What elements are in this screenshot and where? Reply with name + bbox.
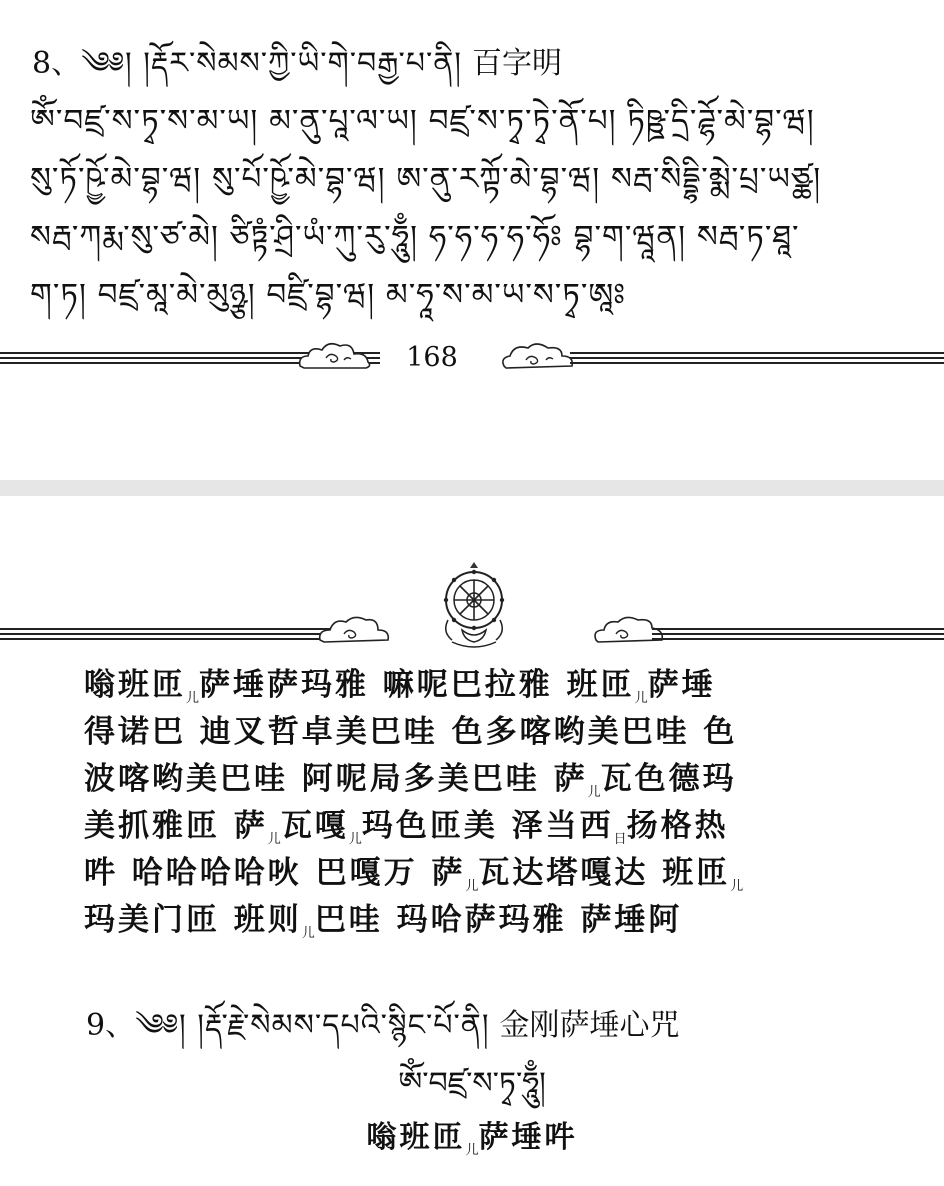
text-segment: 得诺巴 迪叉哲卓美巴哇 色多喀哟美巴哇 色 — [84, 714, 738, 750]
tibetan-line: སརྦ་ཀརྨ་སུ་ཙ་མེ། ཙིཏྟཾ་ཤྲི་ཡཾ་ཀུ་རུ་ཧཱུྃ། ཧ་ཧ་ཧ་ཧ་ཧོཿ བྷ་ག་ཝཱན། སརྦ་ཏ་ཐཱ་ — [30, 219, 800, 255]
text-segment: 嗡班匝 — [366, 1120, 466, 1155]
tibetan-line: ཨོཾ་བཛྲ་ས་ཏྭ་ས་མ་ཡ། མ་ནུ་པཱ་ལ་ཡ། བཛྲ་ས་ཏྭ་ཏྭེ་ནོ་པ། ཏིཥྛ་དྲི་ཌྷོ་མེ་བྷ་ཝ། — [30, 103, 815, 139]
heart-mantra-tibetan: ཨོཾ་བཛྲ་ས་ཏྭ་ཧཱུྃ། — [398, 1066, 546, 1101]
text-segment: 瓦嘎 — [280, 808, 349, 844]
header-rule-right — [652, 626, 944, 644]
footer-rule-right — [570, 350, 944, 368]
top-page — [0, 0, 944, 480]
chinese-line — [84, 756, 894, 803]
cloud-ornament-icon — [496, 338, 576, 372]
subscript-mark: 儿 — [186, 691, 200, 707]
text-segment: 玛美门匝 班则 — [84, 902, 302, 938]
subscript-mark: 儿 — [348, 832, 362, 848]
chinese-line — [84, 662, 894, 709]
text-segment: 萨埵萨玛雅 嘛呢巴拉雅 班匝 — [199, 667, 635, 703]
header-rule-left — [0, 626, 330, 644]
text-segment: 嗡班匝 — [84, 667, 186, 703]
chinese-transliteration-block — [84, 662, 894, 944]
subscript-mark: 儿 — [465, 1143, 479, 1158]
text-segment: 美抓雅匝 萨 — [84, 808, 268, 844]
section-9-heading — [86, 1006, 679, 1046]
cloud-ornament-icon — [316, 612, 392, 644]
text-segment: 瓦色德玛 — [600, 761, 737, 797]
text-segment: 萨埵 — [647, 667, 716, 703]
section-number: 9、 — [86, 1008, 136, 1043]
text-segment: 萨埵吽 — [478, 1120, 578, 1155]
text-segment: 玛色匝美 泽当西 — [361, 808, 614, 844]
subscript-mark: 儿 — [587, 785, 601, 801]
text-segment: 扬格热 — [626, 808, 729, 844]
tibetan-line: ག་ཏ། བཛྲ་མཱ་མེ་མུཉྩ། བཛྲི་བྷ་ཝ། མ་ཧཱ་ས་མ་ཡ་ས་ཏྭ་ཨཱཿ — [30, 277, 626, 313]
subscript-mark: 儿 — [465, 879, 479, 895]
section-8-heading — [32, 44, 562, 84]
chinese-line — [84, 803, 894, 850]
text-segment: 巴哇 玛哈萨玛雅 萨埵阿 — [314, 902, 683, 938]
tibetan-line: སུ་ཏོ་ཥྱོ་མེ་བྷ་ཝ། སུ་པོ་ཥྱོ་མེ་བྷ་ཝ། ཨ་ནུ་རཀྟོ་མེ་བྷ་ཝ། སརྦ་སིདྡྷི་མྨེ་པྲ་ཡཙྪ། — [30, 161, 822, 197]
section-title-chinese: 百字明 — [471, 46, 562, 81]
subscript-mark: 日 — [613, 832, 627, 848]
chinese-line — [84, 897, 894, 944]
chinese-line — [84, 850, 894, 897]
subscript-mark: 儿 — [267, 832, 281, 848]
section-title-chinese: 金刚萨埵心咒 — [499, 1008, 680, 1043]
section-number: 8、 — [32, 46, 82, 81]
bottom-page — [0, 496, 944, 1186]
subscript-mark: 儿 — [634, 691, 648, 707]
heart-mantra-chinese — [0, 1116, 944, 1173]
text-segment: 波喀哟美巴哇 阿呢局多美巴哇 萨 — [84, 761, 588, 797]
tibetan-mantra-block — [30, 92, 910, 324]
section-title-tibetan: ༄༅། །རྡོ་རྗེ་སེམས་དཔའི་སྙིང་པོ་ནི། — [135, 1008, 490, 1043]
text-segment: 瓦达塔嘎达 班匝 — [478, 855, 731, 891]
page-number: 168 — [406, 342, 458, 373]
section-title-tibetan: ༄༅། །རྡོར་སེམས་ཀྱི་ཡི་གེ་བརྒྱ་པ་ནི། — [81, 46, 462, 81]
text-segment: 吽 哈哈哈哈吙 巴嘎万 萨 — [84, 855, 466, 891]
chinese-line — [84, 709, 894, 756]
subscript-mark: 儿 — [730, 879, 744, 895]
dharma-wheel-icon — [438, 558, 510, 650]
cloud-ornament-icon — [296, 338, 376, 372]
subscript-mark: 儿 — [301, 926, 315, 942]
page-separator — [0, 480, 944, 496]
